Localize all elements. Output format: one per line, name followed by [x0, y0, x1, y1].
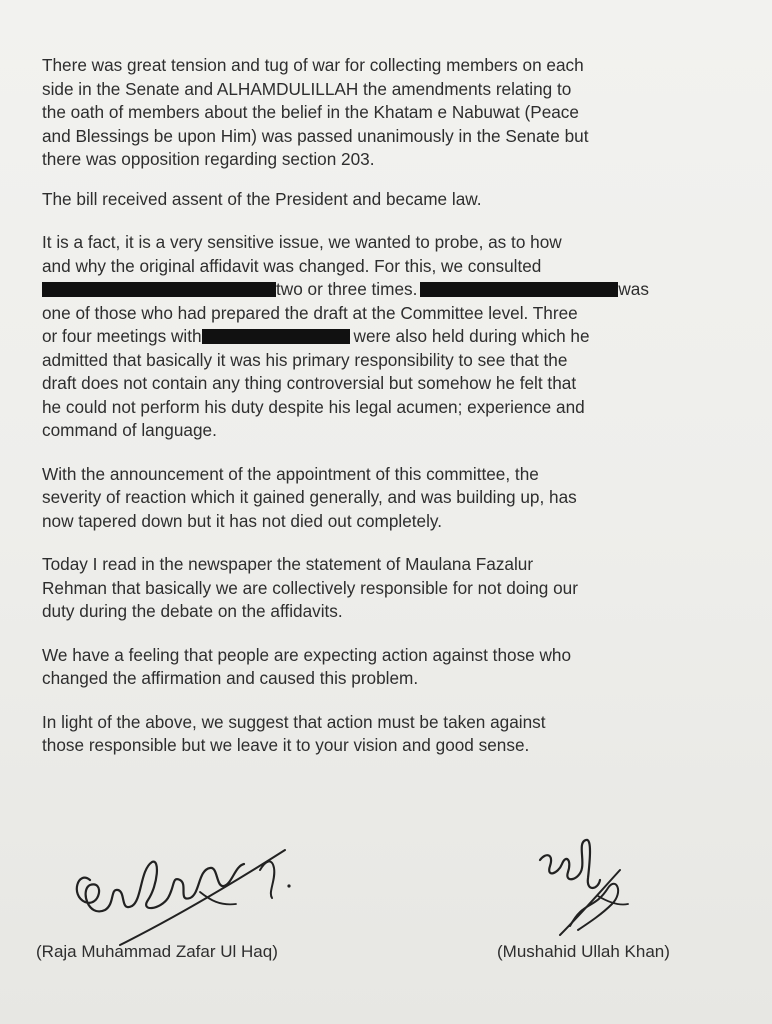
redaction-bar	[420, 282, 618, 297]
paragraph-probe	[42, 231, 722, 443]
signatory-name-right: (Mushahid Ullah Khan)	[497, 942, 670, 961]
text-line: and Blessings be upon Him) was passed unanimously in the Senate but	[42, 125, 589, 146]
text-line: With the announcement of the appointment of this committee, the	[42, 463, 539, 484]
text-line: severity of reaction which it gained generally, and was building up, has	[42, 487, 577, 507]
paragraph-assent	[42, 188, 722, 212]
text-line: draft does not contain any thing controversial but somehow he felt that	[42, 373, 577, 393]
paragraph-newspaper	[42, 553, 722, 624]
text-line: Today I read in the newspaper the statement of Maulana Fazalur	[42, 554, 534, 574]
text-line: duty during the debate on the affidavits.	[42, 601, 343, 621]
text-line: The bill received assent of the President and became law.	[42, 188, 482, 209]
text-line: now tapered down but it has not died out completely.	[42, 510, 443, 531]
text-line-redacted	[42, 325, 722, 349]
text-line: those responsible but we leave it to your vision and good sense.	[42, 735, 530, 755]
text-line: the oath of members about the belief in the Khatam e Nabuwat (Peace	[42, 102, 579, 122]
text-fragment: were also held during which he	[353, 326, 590, 346]
letter-body	[42, 54, 722, 778]
text-line: he could not perform his duty despite his legal acumen; experience and	[42, 396, 585, 417]
text-line: admitted that basically it was his primary responsibility to see that the	[42, 349, 568, 370]
signature-right	[520, 830, 640, 940]
text-line: In light of the above, we suggest that action must be taken against	[42, 711, 546, 732]
text-line: side in the Senate and ALHAMDULILLAH the amendments relating to	[42, 78, 572, 99]
text-line-redacted	[42, 278, 722, 302]
text-line: We have a feeling that people are expecting action against those who	[42, 644, 572, 665]
text-fragment: two or three times.	[276, 279, 418, 299]
text-fragment: was	[618, 279, 649, 299]
text-line: one of those who had prepared the draft at the Committee level. Three	[42, 302, 578, 323]
text-line: there was opposition regarding section 203.	[42, 149, 375, 169]
text-line: It is a fact, it is a very sensitive issue, we wanted to probe, as to how	[42, 232, 562, 252]
paragraph-suggestion	[42, 711, 722, 758]
paragraph-expectation	[42, 644, 722, 691]
text-line: and why the original affidavit was changed. For this, we consulted	[42, 255, 542, 276]
redaction-bar	[42, 282, 276, 297]
text-line: changed the affirmation and caused this problem.	[42, 668, 419, 688]
signatory-name-left: (Raja Muhammad Zafar Ul Haq)	[36, 942, 278, 961]
text-fragment: or four meetings with	[42, 326, 202, 346]
signature-left	[60, 840, 300, 950]
text-line: command of language.	[42, 420, 217, 440]
paragraph-senate	[42, 54, 722, 172]
redaction-bar	[202, 329, 350, 344]
text-line: Rehman that basically we are collectively responsible for not doing our	[42, 577, 578, 598]
text-line: There was great tension and tug of war for collecting members on each	[42, 55, 584, 75]
paragraph-committee	[42, 463, 722, 534]
